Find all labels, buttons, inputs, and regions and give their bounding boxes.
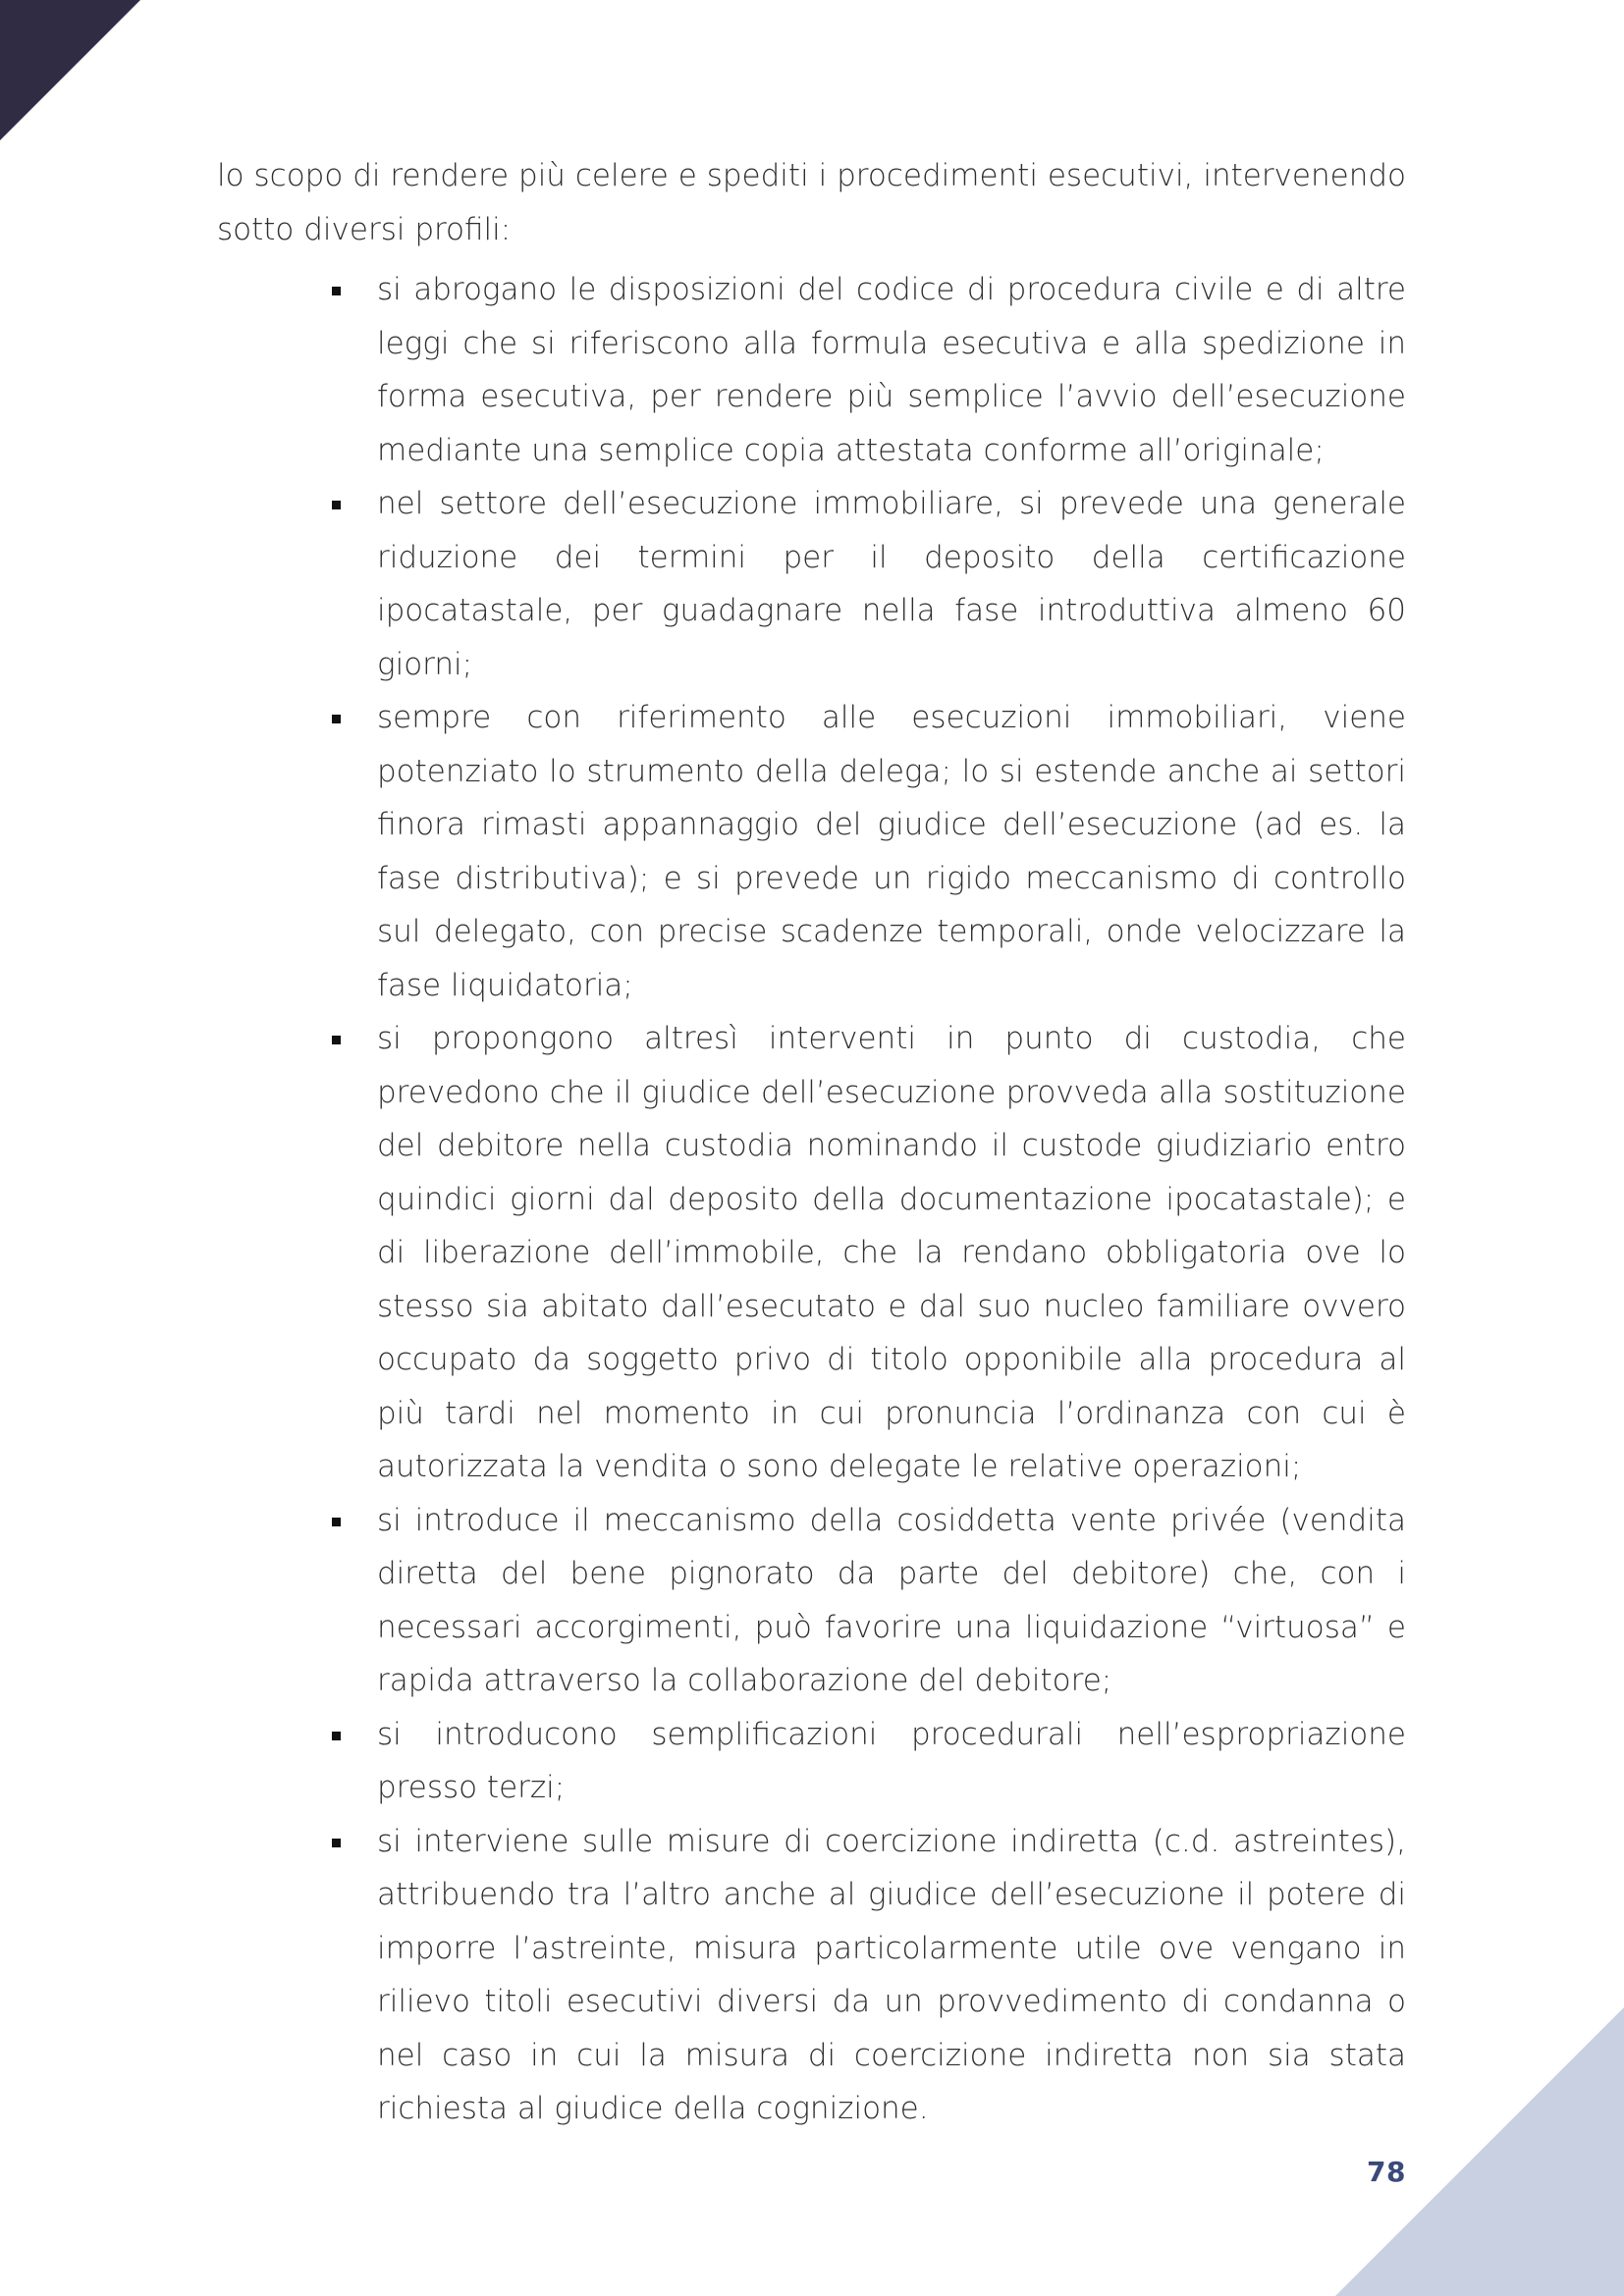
list-item-text: si interviene sulle misure di coercizione indiretta (c.d. astreintes), attribuendo tra l’altro anche al giudice dell’esecuzione il potere di imporre l’astreinte, misura particolarmente utile ove vengano in rilievo titoli esecutivi diversi da un provvedimento di condanna o nel caso in cui la misura di coercizione indiretta non sia stata richiesta al giudice della cognizione. (377, 1823, 1406, 2126)
square-bullet-icon (332, 287, 341, 295)
list-item-text: si introduce il meccanismo della cosiddetta vente privée (vendita diretta del bene pignorato da parte del debitore) che, con i necessari accorgimenti, può favorire una liquidazione “virtuosa” e rapida attraverso la collaborazione del debitore; (377, 1502, 1406, 1698)
square-bullet-icon (332, 1732, 341, 1740)
square-bullet-icon (332, 1036, 341, 1044)
list-item (377, 263, 1406, 477)
intro-paragraph: lo scopo di rendere più celere e spediti i procedimenti esecutivi, intervenendo sotto diversi profili: (217, 158, 1406, 247)
list-item-text: si introducono semplificazioni procedurali nell’espropriazione presso terzi; (377, 1716, 1406, 1805)
list-item (377, 1708, 1406, 1815)
square-bullet-icon (332, 1518, 341, 1526)
corner-decoration-top-left (0, 0, 140, 140)
list-item (377, 477, 1406, 691)
square-bullet-icon (332, 715, 341, 723)
list-item-text: sempre con riferimento alle esecuzioni immobiliari, viene potenziato lo strumento della delega; lo si estende anche ai settori finora rimasti appannaggio del giudice dell’esecuzione (ad es. la fase distributiva); e si prevede un rigido meccanismo di controllo sul delegato, con precise scadenze temporali, onde velocizzare la fase liquidatoria; (377, 700, 1406, 1003)
page-body (217, 149, 1406, 2136)
page-number: 78 (1367, 2156, 1406, 2188)
list-item-text: nel settore dell’esecuzione immobiliare, si prevede una generale riduzione dei termini per il deposito della certificazione ipocatastale, per guadagnare nella fase introduttiva almeno 60 giorni; (377, 486, 1406, 682)
square-bullet-icon (332, 501, 341, 509)
list-item (377, 1012, 1406, 1494)
list-item (377, 1494, 1406, 1708)
square-bullet-icon (332, 1839, 341, 1847)
list-item-text: si propongono altresì interventi in punto di custodia, che prevedono che il giudice dell’esecuzione provveda alla sostituzione del debitore nella custodia nominando il custode giudiziario entro quindici giorni dal deposito della documentazione ipocatastale); e di liberazione dell’immobile, che la rendano obbligatoria ove lo stesso sia abitato dall’esecutato e dal suo nucleo familiare ovvero occupato da soggetto privo di titolo opponibile alla procedura al più tardi nel momento in cui pronuncia l’ordinanza con cui è autorizzata la vendita o sono delegate le relative operazioni; (377, 1021, 1406, 1484)
list-item-text: si abrogano le disposizioni del codice di procedura civile e di altre leggi che si riferiscono alla formula esecutiva e alla spedizione in forma esecutiva, per rendere più semplice l’avvio dell’esecuzione mediante una semplice copia attestata conforme all’originale; (377, 272, 1406, 468)
bullet-list (217, 263, 1406, 2136)
list-item (377, 1815, 1406, 2136)
list-item (377, 691, 1406, 1012)
